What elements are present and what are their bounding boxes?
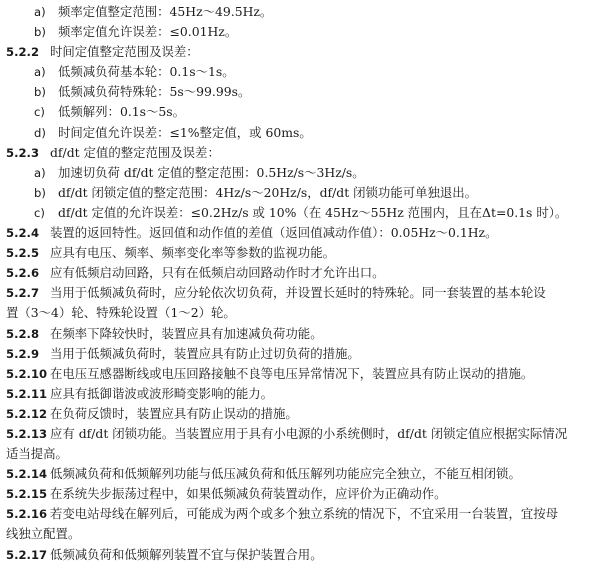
list-item <box>6 123 592 143</box>
item-text: 低频减负荷基本轮：0.1s～1s。 <box>58 64 235 80</box>
clause-text: 在系统失步振荡过程中，如果低频减负荷装置动作，应评价为正确动作。 <box>50 486 447 502</box>
clause-number: 5.2.15 <box>6 487 48 502</box>
clause-text: df/dt 定值的整定范围及误差： <box>50 144 220 160</box>
continuation-text: 适当提高。 <box>6 446 68 462</box>
clause-text: 在频率下降较快时，装置应具有加速减负荷功能。 <box>50 325 323 341</box>
clause-text: 应具有电压、频率、频率变化率等参数的监视功能。 <box>50 245 335 261</box>
item-letter: a) <box>34 5 46 19</box>
clause-number: 5.2.17 <box>6 547 48 562</box>
clause-text: 在负荷反馈时，装置应具有防止误动的措施。 <box>50 405 298 421</box>
continuation-line <box>6 524 592 544</box>
clause-number: 5.2.7 <box>6 286 40 301</box>
clause-number: 5.2.8 <box>6 326 40 341</box>
clause-number: 5.2.2 <box>6 45 40 60</box>
clause-text: 应具有抵御谐波或波形畸变影响的能力。 <box>50 385 274 401</box>
clause-line <box>6 223 592 243</box>
clause-line <box>6 484 592 504</box>
clause-line <box>6 384 592 404</box>
item-letter: b) <box>34 25 46 40</box>
item-text: 频率定值允许误差：≤0.01Hz。 <box>58 24 238 40</box>
clause-line <box>6 424 592 444</box>
item-letter: a) <box>34 65 46 80</box>
clause-text: 应有低频启动回路，只有在低频启动回路动作时才允许出口。 <box>50 265 385 281</box>
item-text: df/dt 定值的允许误差：≤0.2Hz/s 或 10%（在 45Hz～55Hz 范围内，且在Δt=0.1s 时）。 <box>58 204 568 220</box>
clause-line <box>6 504 592 524</box>
item-letter: d) <box>34 125 46 140</box>
clause-text: 若变电站母线在解列后，可能成为两个或多个独立系统的情况下，不宜采用一台装置，宜按母 <box>50 506 559 522</box>
clause-line <box>6 545 592 565</box>
list-item <box>6 203 592 223</box>
item-letter: a) <box>34 165 46 180</box>
continuation-text: 线独立配置。 <box>6 526 81 542</box>
clause-line <box>6 404 592 424</box>
continuation-line <box>6 303 592 323</box>
item-letter: c) <box>34 105 45 120</box>
clause-number: 5.2.5 <box>6 246 40 261</box>
clause-line <box>6 344 592 364</box>
item-letter: b) <box>34 185 46 200</box>
continuation-text: 置（3～4）轮、特殊轮设置（1～2）轮。 <box>6 305 236 321</box>
clause-number: 5.2.14 <box>6 467 48 482</box>
clause-number: 5.2.12 <box>6 406 48 421</box>
clause-number: 5.2.13 <box>6 426 48 441</box>
clause-text: 当用于低频减负荷时，装置应具有防止过切负荷的措施。 <box>50 345 360 361</box>
clause-text: 时间定值整定范围及误差： <box>50 44 199 60</box>
clause-text: 当用于低频减负荷时，应分轮依次切负荷，并设置长延时的特殊轮。同一套装置的基本轮设 <box>50 285 546 301</box>
clause-number: 5.2.11 <box>6 386 48 401</box>
item-letter: b) <box>34 85 46 100</box>
item-text: 加速切负荷 df/dt 定值的整定范围：0.5Hz/s～3Hz/s。 <box>58 164 365 180</box>
clause-line <box>6 243 592 263</box>
clause-number: 5.2.3 <box>6 145 40 160</box>
clause-line <box>6 143 592 163</box>
item-text: df/dt 闭锁定值的整定范围：4Hz/s～20Hz/s，df/dt 闭锁功能可单独退出。 <box>58 184 478 200</box>
clause-line <box>6 263 592 283</box>
list-item <box>6 62 592 82</box>
item-text: 低频减负荷特殊轮：5s～99.99s。 <box>58 84 251 100</box>
clause-number: 5.2.6 <box>6 266 40 281</box>
list-item <box>6 163 592 183</box>
clause-line <box>6 364 592 384</box>
clause-line <box>6 283 592 303</box>
clause-text: 低频减负荷和低频解列装置不宜与保护装置合用。 <box>50 546 323 562</box>
clause-text: 装置的返回特性。返回值和动作值的差值（返回值减动作值）：0.05Hz～0.1Hz。 <box>50 225 498 241</box>
item-text: 频率定值整定范围：45Hz～49.5Hz。 <box>58 4 273 19</box>
clause-number: 5.2.4 <box>6 226 40 241</box>
list-item <box>6 22 592 42</box>
clause-text: 应有 df/dt 闭锁功能。当装置应用于具有小电源的小系统侧时，df/dt 闭锁定值应根据实际情况 <box>50 425 568 441</box>
item-letter: c) <box>34 205 45 220</box>
item-text: 低频解列：0.1s～5s。 <box>58 104 186 120</box>
clause-line <box>6 324 592 344</box>
list-item <box>6 82 592 102</box>
clause-line <box>6 42 592 62</box>
clause-line <box>6 464 592 484</box>
list-item <box>6 2 592 22</box>
list-item <box>6 102 592 122</box>
clause-number: 5.2.16 <box>6 507 48 522</box>
continuation-line <box>6 444 592 464</box>
clause-text: 在电压互感器断线或电压回路接触不良等电压异常情况下，装置应具有防止误动的措施。 <box>50 365 534 381</box>
clause-number: 5.2.9 <box>6 346 40 361</box>
clause-text: 低频减负荷和低频解列功能与低压减负荷和低压解列功能应完全独立，不能互相闭锁。 <box>50 466 521 482</box>
item-text: 时间定值允许误差：≤1%整定值，或 60ms。 <box>58 124 312 140</box>
list-item <box>6 183 592 203</box>
clause-number: 5.2.10 <box>6 366 48 381</box>
